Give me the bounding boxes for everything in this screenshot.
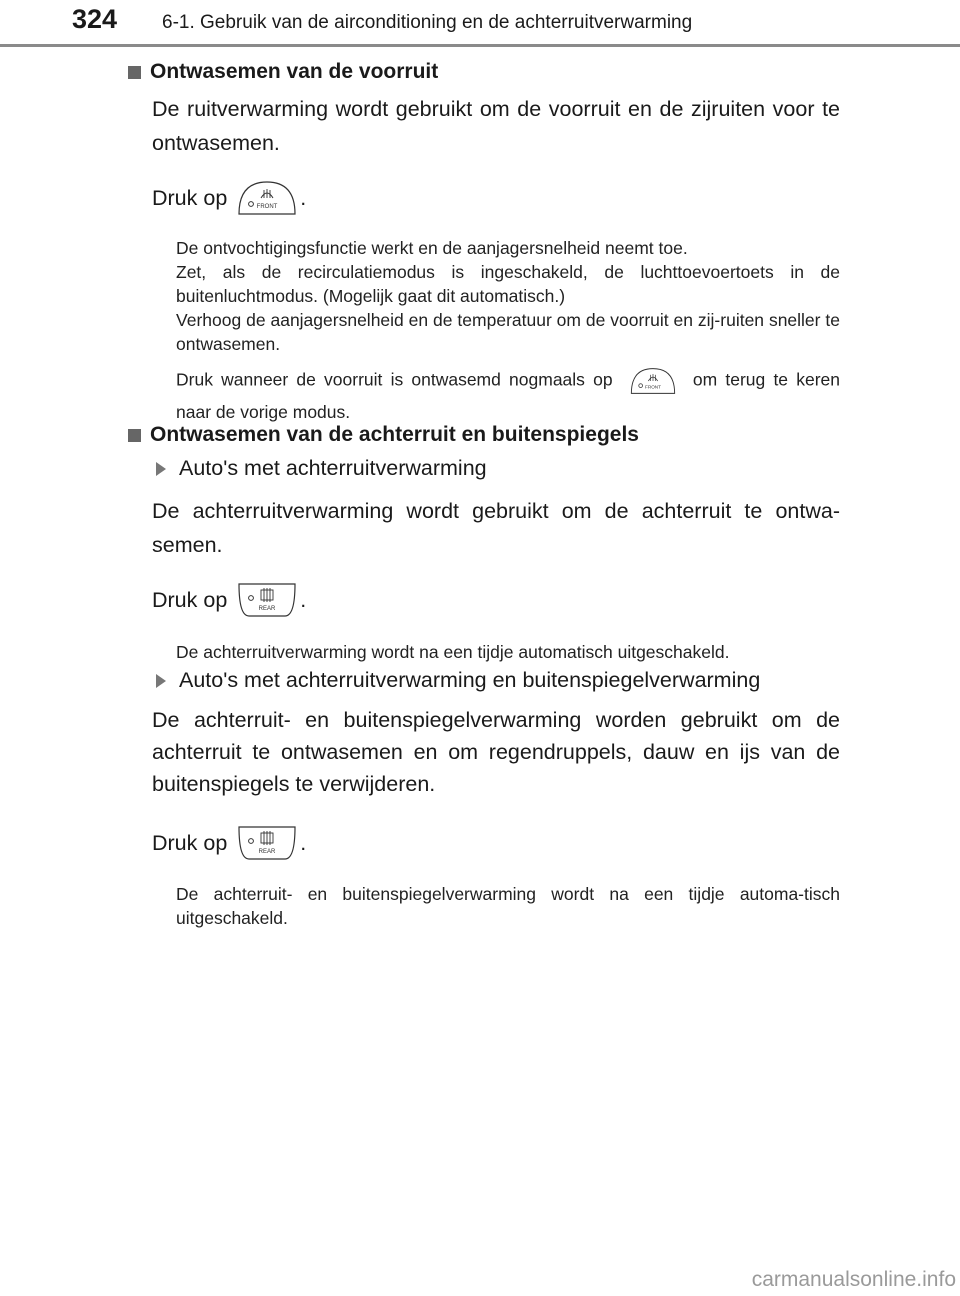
press-instruction xyxy=(152,578,306,622)
subsection-heading xyxy=(152,456,487,481)
note-line: Verhoog de aanjagersnelheid en de temperatuur om de voorruit en zij-ruiten sneller te ontwasemen. xyxy=(176,310,840,354)
press-label: Druk op xyxy=(152,185,228,210)
watermark: carmanualsonline.info xyxy=(751,1268,956,1291)
subsection-heading-text: Auto's met achterruitverwarming en buitenspiegelverwarming xyxy=(179,668,761,692)
press-label: Druk op xyxy=(152,830,228,855)
svg-text:FRONT: FRONT xyxy=(644,384,661,390)
page-number: 324 xyxy=(72,4,118,34)
press-label: Druk op xyxy=(152,587,228,612)
section-title-text: Ontwasemen van de achterruit en buitenspiegels xyxy=(150,423,639,446)
svg-text:FRONT: FRONT xyxy=(256,204,278,210)
header-divider xyxy=(0,44,960,47)
note-return-pre: Druk wanneer de voorruit is ontwasemd nogmaals op xyxy=(176,369,613,390)
section-title-text: Ontwasemen van de voorruit xyxy=(150,60,439,83)
note-line: De ontvochtigingsfunctie werkt en de aanjagersnelheid neemt toe. xyxy=(176,238,688,258)
subsection-heading xyxy=(152,668,760,693)
section-title xyxy=(128,60,438,84)
press-instruction xyxy=(152,176,306,220)
triangle-bullet-icon xyxy=(156,674,166,688)
note-return xyxy=(176,364,840,426)
press-period: . xyxy=(300,587,307,612)
section-title xyxy=(128,423,639,447)
press-period: . xyxy=(300,185,307,210)
section-notes xyxy=(176,236,840,356)
subsection-note: De achterruit- en buitenspiegelverwarming wordt na een tijdje automa-tisch uitgeschakeld. xyxy=(176,884,840,928)
front-defroster-button-icon xyxy=(625,364,681,398)
chapter-title: 6-1. Gebruik van de airconditioning en de achterruitverwarming xyxy=(162,12,693,33)
front-defroster-button-icon xyxy=(235,176,299,220)
triangle-bullet-icon xyxy=(156,462,166,476)
section-rear-defog xyxy=(128,423,639,447)
page-header xyxy=(0,0,960,48)
subsection-note: De achterruitverwarming wordt na een tijdje automatisch uitgeschakeld. xyxy=(176,642,730,662)
note-return-post: om terug te keren naar de vorige modus. xyxy=(176,369,840,422)
svg-text:REAR: REAR xyxy=(258,849,276,855)
subsection-heading-text: Auto's met achterruitverwarming xyxy=(179,456,487,480)
section-front-defog xyxy=(128,60,438,84)
press-period: . xyxy=(300,830,307,855)
svg-text:REAR: REAR xyxy=(258,606,276,612)
section-body: De ruitverwarming wordt gebruikt om de voorruit en de zijruiten voor te ontwasemen. xyxy=(152,97,840,155)
subsection-body: De achterruitverwarming wordt gebruikt om de achterruit te ontwa-semen. xyxy=(152,499,840,557)
square-bullet-icon xyxy=(128,429,141,442)
note-line: Zet, als de recirculatiemodus is ingeschakeld, de luchttoevoertoets in de buitenluchtmodus. (Mogelijk gaat dit automatisch.) xyxy=(176,262,840,306)
subsection-body: De achterruit- en buitenspiegelverwarming worden gebruikt om de achterruit te ontwasemen en om regendruppels, dauw en ijs van de buitenspiegels te verwijderen. xyxy=(152,708,840,796)
press-instruction xyxy=(152,821,306,865)
rear-defroster-button-icon xyxy=(235,578,299,622)
square-bullet-icon xyxy=(128,66,141,79)
rear-defroster-button-icon xyxy=(235,821,299,865)
